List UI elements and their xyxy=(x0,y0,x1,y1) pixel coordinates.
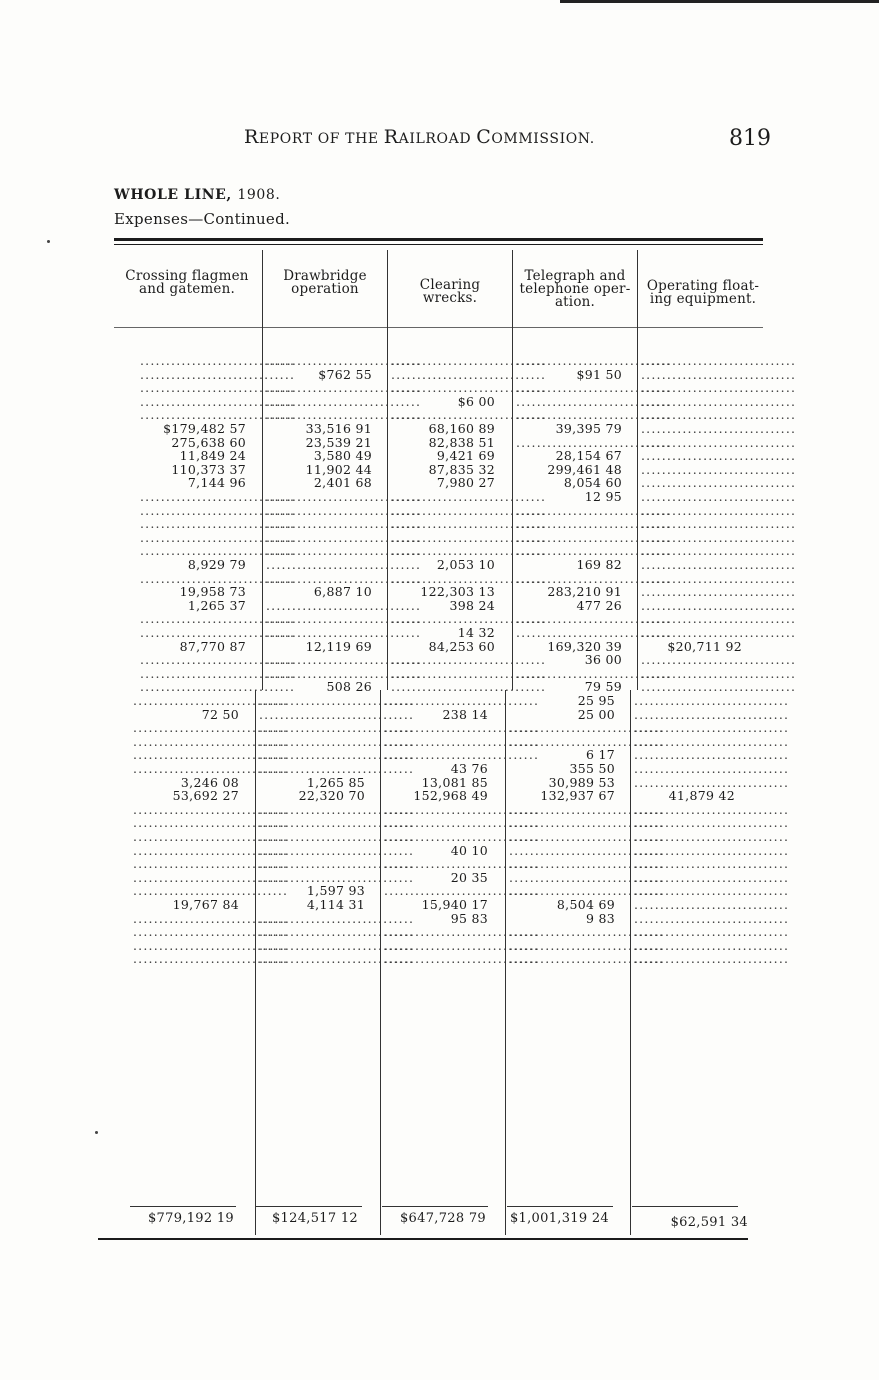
amount-telegraph: 12 95 xyxy=(584,489,622,504)
running-head-cap-railroad: R xyxy=(383,126,399,148)
leader-dots-drawbridge: .............................. xyxy=(259,706,415,722)
leader-dots-crossing-flagmen: .............................. xyxy=(140,366,296,382)
leader-dots-clearing-wrecks: .............................. xyxy=(384,720,540,736)
leader-dots-clearing-wrecks: .............................. xyxy=(391,652,547,668)
leader-dots-floating-equipment: .............................. xyxy=(634,733,790,749)
leader-dots-telegraph: .............................. xyxy=(516,407,672,423)
leader-dots-telegraph: .............................. xyxy=(509,856,665,872)
amount-clearing-wrecks: 95 83 xyxy=(450,910,488,926)
amount-crossing-flagmen: 7,144 96 xyxy=(187,475,246,491)
amount-telegraph: 8,504 69 xyxy=(556,897,615,912)
leader-dots-telegraph: .............................. xyxy=(509,924,665,940)
leader-dots-clearing-wrecks: .............................. xyxy=(391,516,547,532)
amount-drawbridge: $762 55 xyxy=(318,366,372,382)
amount-clearing-wrecks: 68,160 89 xyxy=(428,421,495,436)
running-head-cap-commission: C xyxy=(476,126,492,148)
leader-dots-floating-equipment: .............................. xyxy=(641,489,797,504)
leader-dots-floating-equipment: .............................. xyxy=(641,557,797,572)
margin-speck xyxy=(47,240,50,243)
leader-dots-drawbridge: .............................. xyxy=(266,529,422,545)
leader-dots-telegraph: .............................. xyxy=(509,829,665,844)
amount-crossing-flagmen: $179,482 57 xyxy=(163,421,246,436)
amount-clearing-wrecks: 152,968 49 xyxy=(413,788,488,804)
amount-telegraph: 132,937 67 xyxy=(540,788,615,804)
running-head-word-railroad: AILROAD xyxy=(398,131,477,147)
leader-dots-floating-equipment: .............................. xyxy=(641,625,797,640)
leader-dots-floating-equipment: .............................. xyxy=(641,475,797,491)
leader-dots-floating-equipment: .............................. xyxy=(641,380,797,396)
total-rule xyxy=(256,1206,362,1207)
amount-telegraph: 30,989 53 xyxy=(548,774,615,790)
leader-dots-floating-equipment: .............................. xyxy=(641,652,797,668)
margin-speck xyxy=(95,1131,98,1134)
leader-dots-drawbridge: .............................. xyxy=(266,489,422,504)
amount-telegraph: 169 82 xyxy=(576,557,622,572)
leader-dots-drawbridge: .............................. xyxy=(266,570,422,586)
amount-crossing-flagmen: 3,246 08 xyxy=(180,774,239,790)
leader-dots-floating-equipment: .............................. xyxy=(634,815,790,831)
leader-dots-floating-equipment: .............................. xyxy=(641,597,797,613)
leader-dots-crossing-flagmen: .............................. xyxy=(133,856,289,872)
leader-dots-drawbridge: .............................. xyxy=(266,625,422,640)
amount-crossing-flagmen: 19,958 73 xyxy=(179,584,246,600)
leader-dots-clearing-wrecks: .............................. xyxy=(391,570,547,586)
leader-dots-drawbridge: .............................. xyxy=(266,557,422,572)
amount-crossing-flagmen: 11,849 24 xyxy=(179,448,246,464)
leader-dots-floating-equipment: .............................. xyxy=(641,421,797,436)
leader-dots-drawbridge: .............................. xyxy=(259,856,415,872)
amount-telegraph: 25 00 xyxy=(577,706,615,722)
leader-dots-drawbridge: .............................. xyxy=(259,815,415,831)
leader-dots-floating-equipment: .............................. xyxy=(634,842,790,858)
leader-dots-crossing-flagmen: .............................. xyxy=(133,801,289,817)
leader-dots-floating-equipment: .............................. xyxy=(634,937,790,953)
leader-dots-floating-equipment: .............................. xyxy=(634,801,790,817)
total-telegraph: $1,001,319 24 xyxy=(509,1211,609,1226)
leader-dots-crossing-flagmen: .............................. xyxy=(140,380,296,396)
leader-dots-drawbridge: .............................. xyxy=(266,652,422,668)
leader-dots-telegraph: .............................. xyxy=(516,625,672,640)
amount-telegraph: 9 83 xyxy=(585,910,615,926)
leader-dots-crossing-flagmen: .............................. xyxy=(140,393,296,409)
page-number: 819 xyxy=(729,126,771,151)
leader-dots-telegraph: .............................. xyxy=(509,720,665,736)
leader-dots-drawbridge: .............................. xyxy=(259,910,415,926)
leader-dots-floating-equipment: .............................. xyxy=(634,897,790,912)
section-title-text: WHOLE LINE, xyxy=(114,187,232,203)
leader-dots-telegraph: .............................. xyxy=(509,733,665,749)
leader-dots-drawbridge: .............................. xyxy=(259,747,415,763)
running-head-word-commission: OMMISSION. xyxy=(491,131,595,147)
leader-dots-drawbridge: .............................. xyxy=(259,761,415,776)
leader-dots-telegraph: .............................. xyxy=(516,516,672,532)
leader-dots-floating-equipment: .............................. xyxy=(634,924,790,940)
leader-dots-clearing-wrecks: .............................. xyxy=(384,924,540,940)
leader-dots-clearing-wrecks: .............................. xyxy=(384,747,540,763)
amount-telegraph: 283,210 91 xyxy=(547,584,622,600)
leader-dots-telegraph: .............................. xyxy=(509,801,665,817)
leader-dots-clearing-wrecks: .............................. xyxy=(384,801,540,817)
leader-dots-clearing-wrecks: .............................. xyxy=(384,951,540,967)
amount-clearing-wrecks: 20 35 xyxy=(450,869,488,885)
column-header-clearing-wrecks: Clearing wrecks. xyxy=(419,277,481,306)
leader-dots-clearing-wrecks: .............................. xyxy=(391,366,547,382)
leader-dots-floating-equipment: .............................. xyxy=(641,353,797,368)
leader-dots-telegraph: .............................. xyxy=(516,611,672,627)
leader-dots-crossing-flagmen: .............................. xyxy=(140,570,296,586)
leader-dots-crossing-flagmen: .............................. xyxy=(133,815,289,831)
amount-clearing-wrecks: 122,303 13 xyxy=(420,584,495,600)
amount-clearing-wrecks: 87,835 32 xyxy=(428,461,495,477)
leader-dots-crossing-flagmen: .............................. xyxy=(133,937,289,953)
amount-clearing-wrecks: $6 00 xyxy=(457,393,495,409)
amount-drawbridge: 3,580 49 xyxy=(313,448,372,464)
leader-dots-clearing-wrecks: .............................. xyxy=(384,733,540,749)
leader-dots-telegraph: .............................. xyxy=(516,529,672,545)
leader-dots-drawbridge: .............................. xyxy=(259,937,415,953)
leader-dots-floating-equipment: .............................. xyxy=(634,720,790,736)
leader-dots-floating-equipment: .............................. xyxy=(641,679,797,695)
leader-dots-crossing-flagmen: .............................. xyxy=(133,747,289,763)
leader-dots-clearing-wrecks: .............................. xyxy=(391,353,547,368)
leader-dots-floating-equipment: .............................. xyxy=(641,611,797,627)
total-rule xyxy=(632,1206,738,1207)
leader-dots-crossing-flagmen: .............................. xyxy=(133,761,289,776)
leader-dots-crossing-flagmen: .............................. xyxy=(133,720,289,736)
leader-dots-clearing-wrecks: .............................. xyxy=(384,937,540,953)
leader-dots-clearing-wrecks: .............................. xyxy=(391,543,547,559)
amount-crossing-flagmen: 87,770 87 xyxy=(179,638,246,654)
amount-telegraph: 79 59 xyxy=(584,679,622,695)
leader-dots-crossing-flagmen: .............................. xyxy=(140,489,296,504)
amount-telegraph: 8,054 60 xyxy=(563,475,622,491)
leader-dots-crossing-flagmen: .............................. xyxy=(140,516,296,532)
leader-dots-telegraph: .............................. xyxy=(516,543,672,559)
amount-clearing-wrecks: 238 14 xyxy=(442,706,488,722)
amount-drawbridge: 33,516 91 xyxy=(305,421,372,436)
leader-dots-drawbridge: .............................. xyxy=(266,597,422,613)
leader-dots-clearing-wrecks: .............................. xyxy=(384,693,540,708)
amount-drawbridge: 1,265 85 xyxy=(306,774,365,790)
leader-dots-crossing-flagmen: .............................. xyxy=(140,665,296,681)
amount-drawbridge: 1,597 93 xyxy=(306,883,365,899)
total-rule xyxy=(507,1206,613,1207)
leader-dots-floating-equipment: .............................. xyxy=(641,543,797,559)
amount-telegraph: 25 95 xyxy=(577,693,615,708)
leader-dots-crossing-flagmen: .............................. xyxy=(133,829,289,844)
leader-dots-floating-equipment: .............................. xyxy=(634,951,790,967)
amount-telegraph: 6 17 xyxy=(585,747,615,763)
amount-telegraph: 169,320 39 xyxy=(547,638,622,654)
amount-clearing-wrecks: 7,980 27 xyxy=(436,475,495,491)
amount-crossing-flagmen: 1,265 37 xyxy=(187,597,246,613)
amount-clearing-wrecks: 398 24 xyxy=(449,597,495,613)
leader-dots-floating-equipment: .............................. xyxy=(634,856,790,872)
leader-dots-drawbridge: .............................. xyxy=(266,393,422,409)
leader-dots-crossing-flagmen: .............................. xyxy=(133,910,289,926)
leader-dots-drawbridge: .............................. xyxy=(259,869,415,885)
running-head-cap-r: R xyxy=(244,126,259,148)
leader-dots-floating-equipment: .............................. xyxy=(641,529,797,545)
total-rule xyxy=(130,1206,236,1207)
leader-dots-floating-equipment: .............................. xyxy=(641,502,797,518)
leader-dots-drawbridge: .............................. xyxy=(266,380,422,396)
total-floating-equipment: $62,591 34 xyxy=(670,1215,748,1230)
leader-dots-floating-equipment: .............................. xyxy=(641,516,797,532)
amount-clearing-wrecks: 14 32 xyxy=(457,625,495,640)
leader-dots-floating-equipment: .............................. xyxy=(641,366,797,382)
leader-dots-telegraph: .............................. xyxy=(516,665,672,681)
section-subtitle: Expenses—Continued. xyxy=(114,210,291,228)
leader-dots-drawbridge: .............................. xyxy=(259,693,415,708)
amount-drawbridge: 6,887 10 xyxy=(313,584,372,600)
amount-clearing-wrecks: 82,838 51 xyxy=(428,434,495,450)
leader-dots-telegraph: .............................. xyxy=(509,869,665,885)
total-drawbridge: $124,517 12 xyxy=(271,1211,358,1226)
leader-dots-crossing-flagmen: .............................. xyxy=(140,353,296,368)
leader-dots-drawbridge: .............................. xyxy=(259,842,415,858)
leader-dots-clearing-wrecks: .............................. xyxy=(391,489,547,504)
leader-dots-clearing-wrecks: .............................. xyxy=(391,407,547,423)
leader-dots-floating-equipment: .............................. xyxy=(641,407,797,423)
amount-clearing-wrecks: 43 76 xyxy=(450,761,488,776)
leader-dots-telegraph: .............................. xyxy=(509,883,665,899)
leader-dots-drawbridge: .............................. xyxy=(259,733,415,749)
leader-dots-drawbridge: .............................. xyxy=(266,516,422,532)
leader-dots-clearing-wrecks: .............................. xyxy=(384,856,540,872)
leader-dots-clearing-wrecks: .............................. xyxy=(384,815,540,831)
amount-crossing-flagmen: 19,767 84 xyxy=(172,897,239,912)
amount-drawbridge: 2,401 68 xyxy=(313,475,372,491)
amount-drawbridge: 12,119 69 xyxy=(305,638,372,654)
leader-dots-crossing-flagmen: .............................. xyxy=(140,625,296,640)
leader-dots-floating-equipment: .............................. xyxy=(634,883,790,899)
amount-crossing-flagmen: 110,373 37 xyxy=(171,461,246,477)
leader-dots-telegraph: .............................. xyxy=(516,434,672,450)
leader-dots-drawbridge: .............................. xyxy=(259,951,415,967)
leader-dots-floating-equipment: .............................. xyxy=(634,693,790,708)
leader-dots-crossing-flagmen: .............................. xyxy=(133,924,289,940)
leader-dots-floating-equipment: .............................. xyxy=(641,448,797,464)
amount-clearing-wrecks: 9,421 69 xyxy=(436,448,495,464)
leader-dots-clearing-wrecks: .............................. xyxy=(391,665,547,681)
column-header-floating-equipment: Operating float- ing equipment. xyxy=(646,278,760,307)
leader-dots-drawbridge: .............................. xyxy=(259,720,415,736)
amount-telegraph: 39,395 79 xyxy=(555,421,622,436)
leader-dots-drawbridge: .............................. xyxy=(259,924,415,940)
leader-dots-drawbridge: .............................. xyxy=(266,543,422,559)
leader-dots-clearing-wrecks: .............................. xyxy=(391,529,547,545)
leader-dots-drawbridge: .............................. xyxy=(259,801,415,817)
leader-dots-crossing-flagmen: .............................. xyxy=(133,733,289,749)
leader-dots-floating-equipment: .............................. xyxy=(641,665,797,681)
leader-dots-crossing-flagmen: .............................. xyxy=(140,611,296,627)
amount-clearing-wrecks: 40 10 xyxy=(450,842,488,858)
leader-dots-floating-equipment: .............................. xyxy=(641,434,797,450)
amount-clearing-wrecks: 15,940 17 xyxy=(421,897,488,912)
leader-dots-crossing-flagmen: .............................. xyxy=(133,693,289,708)
amount-clearing-wrecks: 2,053 10 xyxy=(436,557,495,572)
amount-clearing-wrecks: 13,081 85 xyxy=(421,774,488,790)
leader-dots-telegraph: .............................. xyxy=(509,842,665,858)
bottom-rule xyxy=(98,1238,748,1240)
leader-dots-crossing-flagmen: .............................. xyxy=(140,529,296,545)
leader-dots-floating-equipment: .............................. xyxy=(634,747,790,763)
leader-dots-telegraph: .............................. xyxy=(516,393,672,409)
amount-telegraph: 299,461 48 xyxy=(547,461,622,477)
leader-dots-telegraph: .............................. xyxy=(516,502,672,518)
leader-dots-floating-equipment: .............................. xyxy=(634,869,790,885)
amount-telegraph: 355 50 xyxy=(569,761,615,776)
amount-telegraph: 28,154 67 xyxy=(555,448,622,464)
total-crossing-flagmen: $779,192 19 xyxy=(147,1211,234,1226)
leader-dots-floating-equipment: .............................. xyxy=(634,761,790,776)
leader-dots-telegraph: .............................. xyxy=(509,815,665,831)
leader-dots-floating-equipment: .............................. xyxy=(634,706,790,722)
leader-dots-crossing-flagmen: .............................. xyxy=(140,652,296,668)
amount-crossing-flagmen: 275,638 60 xyxy=(171,434,246,450)
leader-dots-floating-equipment: .............................. xyxy=(641,570,797,586)
leader-dots-clearing-wrecks: .............................. xyxy=(391,679,547,695)
leader-dots-floating-equipment: .............................. xyxy=(634,774,790,790)
leader-dots-clearing-wrecks: .............................. xyxy=(391,380,547,396)
amount-drawbridge: 508 26 xyxy=(326,679,372,695)
amount-telegraph: 477 26 xyxy=(576,597,622,613)
amount-drawbridge: 22,320 70 xyxy=(298,788,365,804)
leader-dots-crossing-flagmen: .............................. xyxy=(133,883,289,899)
column-header-telegraph: Telegraph and telephone oper- ation. xyxy=(519,268,631,310)
leader-dots-crossing-flagmen: .............................. xyxy=(133,951,289,967)
amount-floating-equipment: $20,711 92 xyxy=(667,638,742,654)
leader-dots-drawbridge: .............................. xyxy=(266,407,422,423)
column-header-crossing-flagmen: Crossing flagmen and gatemen. xyxy=(125,268,249,297)
leader-dots-crossing-flagmen: .............................. xyxy=(140,502,296,518)
leader-dots-drawbridge: .............................. xyxy=(266,665,422,681)
leader-dots-crossing-flagmen: .............................. xyxy=(140,407,296,423)
leader-dots-clearing-wrecks: .............................. xyxy=(391,502,547,518)
column-header-drawbridge: Drawbridge operation xyxy=(283,268,367,297)
leader-dots-clearing-wrecks: .............................. xyxy=(391,611,547,627)
leader-dots-drawbridge: .............................. xyxy=(266,353,422,368)
leader-dots-floating-equipment: .............................. xyxy=(641,461,797,477)
leader-dots-telegraph: .............................. xyxy=(516,353,672,368)
amount-crossing-flagmen: 8,929 79 xyxy=(187,557,246,572)
section-year: 1908. xyxy=(237,187,281,203)
total-clearing-wrecks: $647,728 79 xyxy=(399,1211,486,1226)
leader-dots-crossing-flagmen: .............................. xyxy=(140,543,296,559)
total-rule xyxy=(382,1206,488,1207)
leader-dots-drawbridge: .............................. xyxy=(266,502,422,518)
amount-crossing-flagmen: 72 50 xyxy=(201,706,239,722)
amount-telegraph: $91 50 xyxy=(576,366,622,382)
leader-dots-floating-equipment: .............................. xyxy=(634,910,790,926)
leader-dots-floating-equipment: .............................. xyxy=(634,829,790,844)
leader-dots-telegraph: .............................. xyxy=(509,937,665,953)
leader-dots-crossing-flagmen: .............................. xyxy=(133,869,289,885)
amount-floating-equipment: 41,879 42 xyxy=(668,788,735,804)
running-head-word-report: EPORT OF THE xyxy=(258,131,384,147)
amount-clearing-wrecks: 84,253 60 xyxy=(428,638,495,654)
leader-dots-telegraph: .............................. xyxy=(509,951,665,967)
leader-dots-floating-equipment: .............................. xyxy=(641,393,797,409)
leader-dots-drawbridge: .............................. xyxy=(259,829,415,844)
leader-dots-clearing-wrecks: .............................. xyxy=(384,829,540,844)
amount-crossing-flagmen: 53,692 27 xyxy=(172,788,239,804)
leader-dots-crossing-flagmen: .............................. xyxy=(133,842,289,858)
leader-dots-crossing-flagmen: .............................. xyxy=(140,679,296,695)
leader-dots-floating-equipment: .............................. xyxy=(641,584,797,600)
leader-dots-clearing-wrecks: .............................. xyxy=(384,883,540,899)
leader-dots-telegraph: .............................. xyxy=(516,570,672,586)
amount-drawbridge: 11,902 44 xyxy=(305,461,372,477)
amount-drawbridge: 4,114 31 xyxy=(306,897,365,912)
amount-drawbridge: 23,539 21 xyxy=(305,434,372,450)
amount-telegraph: 36 00 xyxy=(584,652,622,668)
leader-dots-drawbridge: .............................. xyxy=(266,611,422,627)
leader-dots-telegraph: .............................. xyxy=(516,380,672,396)
